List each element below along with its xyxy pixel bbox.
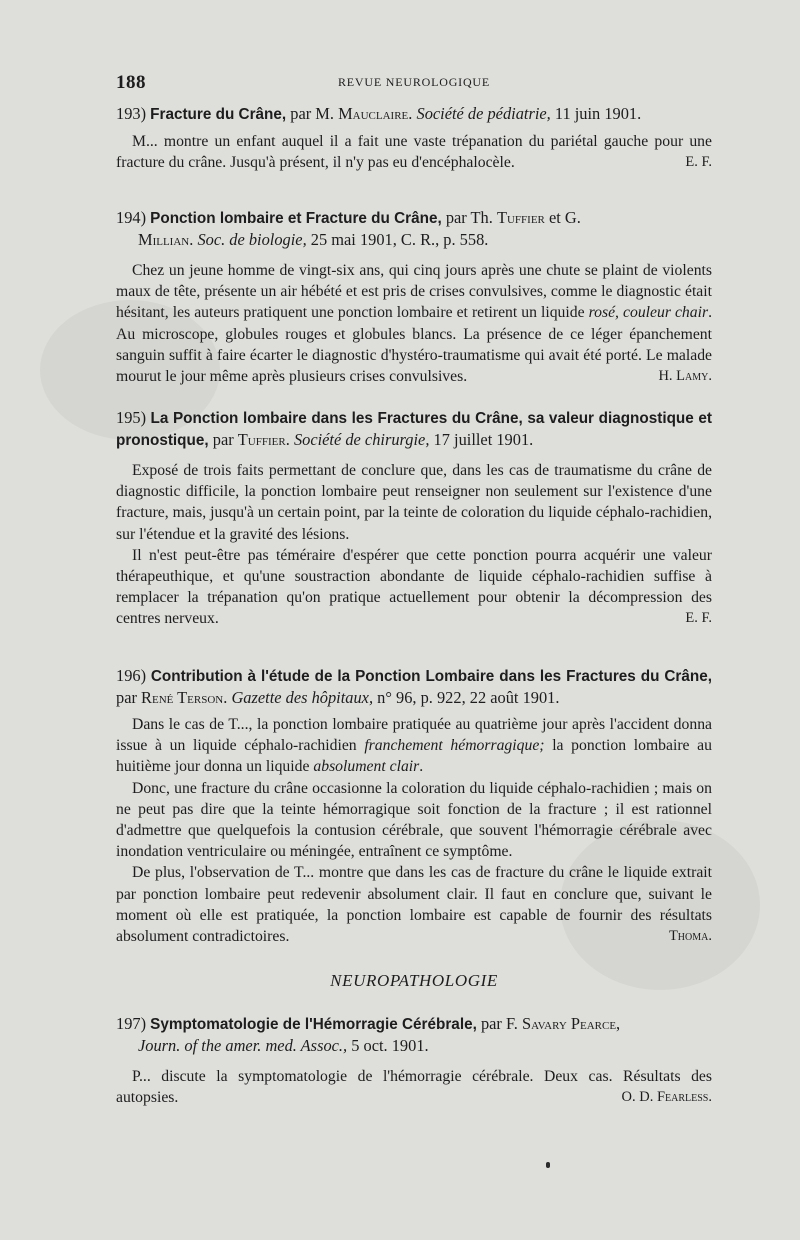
article-number: 197) (116, 1014, 147, 1033)
author-suffix: . (408, 104, 413, 123)
article-heading (116, 665, 712, 708)
page-number: 188 (116, 72, 146, 93)
journal-reference: 25 mai 1901, C. R., p. 558. (310, 230, 489, 249)
italic-text: absolument clair (313, 758, 420, 776)
journal-reference: 11 juin 1901. (554, 104, 642, 123)
author-suffix: . (285, 430, 290, 449)
article-paragraph (116, 714, 712, 778)
paragraph-text: De plus, l'observation de T... montre que dans les cas de fracture du crâne le liquide extrait par ponction lombaire peut redevenir absolument clair. Il faut en conclure que, suivant le moment où elle est pratiquée, la ponction lombaire est capable de fournir des résultats absolument contradictoires. (116, 864, 712, 946)
article-number: 195) (116, 408, 147, 427)
article-paragraph (116, 862, 712, 947)
journal-name: Société de pédiatrie, (416, 104, 551, 123)
article-number: 196) (116, 666, 147, 685)
article-195 (116, 407, 712, 630)
article-196 (116, 665, 712, 947)
article-193 (116, 103, 712, 173)
section-heading: NEUROPATHOLOGIE (330, 971, 498, 990)
reviewer-signature: O. D. Fearless. (621, 1089, 712, 1106)
article-title: Contribution à l'étude de la Ponction Lombaire dans les Fractures du Crâne, (150, 668, 712, 685)
journal-reference: 5 oct. 1901. (351, 1036, 429, 1055)
article-197 (116, 1013, 712, 1108)
author-name: Millian (138, 230, 190, 249)
italic-text: rosé, couleur chair (588, 304, 709, 322)
author-prefix: par M. (290, 104, 334, 123)
reviewer-signature: E. F. (685, 610, 712, 627)
reviewer-signature: Thoma. (668, 928, 712, 945)
paragraph-text: Il n'est peut-être pas téméraire d'espérer que cette ponction pourra acquérir une valeur thérapeuthique, et qu'une soustraction abondante de liquide céphalo-rachidien suffise à remplacer la trépanation qu'on pratique actuellement pour obtenir la décompression des centres nerveux. (116, 546, 712, 628)
article-number: 194) (116, 208, 147, 227)
paragraph-text: Donc, une fracture du crâne occasionne la coloration du liquide céphalo-rachidien ; mais on ne peut pas dire que la teinte hémorragique soit fonction de la fracture ; il est rationnel d'admettre que quelquefois la contusion cérébrale, que souvent l'hémorragie cérébrale avec inondation ventriculaire ou méningée, entraînent ce symptôme. (116, 779, 712, 861)
article-paragraph (116, 460, 712, 545)
running-head: REVUE NEUROLOGIQUE (337, 75, 491, 89)
paragraph-text: P... discute la symptomatologie de l'hémorragie cérébrale. Deux cas. Résultats des autopsies. (116, 1068, 712, 1107)
author-suffix: . (223, 688, 228, 707)
reviewer-signature: H. Lamy. (658, 368, 712, 385)
author-connector: et G. (544, 208, 581, 227)
paragraph-text: Dans le cas de T..., la ponction lombaire pratiquée au quatrième jour après l'accident donna issue à un liquide céphalo-rachidien (116, 716, 712, 755)
article-title: La Ponction lombaire dans les Fractures du Crâne, sa valeur diagnostique et pronostique, (116, 410, 712, 449)
article-heading (116, 103, 712, 125)
ink-speck (546, 1162, 550, 1168)
author-prefix: par Th. (445, 208, 493, 227)
journal-name: Société de chirurgie, (293, 430, 430, 449)
article-paragraph (116, 545, 712, 630)
author-name: Tuffier (496, 208, 545, 227)
author-prefix: par F. (480, 1014, 518, 1033)
page-header (116, 72, 712, 94)
article-194 (116, 207, 712, 387)
author-name: Savary Pearce (521, 1014, 617, 1033)
article-heading (116, 1013, 712, 1056)
journal-name: Journ. of the amer. med. Assoc., (138, 1036, 348, 1055)
paragraph-text: Exposé de trois faits permettant de conclure que, dans les cas de traumatisme du crâne de diagnostic difficile, la ponction lombaire peut renseigner non seulement sur l'existence d'une fracture, mais, jusqu'à un certain point, par la teinte de coloration du liquide céphalo-rachidien, sur l'étendue et la gravité des lésions. (116, 462, 712, 543)
author-name: Tuffier (237, 430, 286, 449)
author-prefix: par (212, 430, 234, 449)
article-paragraph (116, 131, 712, 173)
journal-reference: n° 96, p. 922, 22 août 1901. (377, 688, 560, 707)
paragraph-text: Chez un jeune homme de vingt-six ans, qui cinq jours après une chute se plaint de violents maux de tête, présente un air hébété et est pris de crises convulsives, comme le diagnostic était hésitant, les auteurs pratiquent une ponction lombaire et retirent un liquide (116, 262, 712, 322)
author-name: Mauclaire (338, 104, 409, 123)
article-heading (116, 407, 712, 451)
article-title: Ponction lombaire et Fracture du Crâne, (150, 210, 442, 227)
journal-name: Gazette des hôpitaux, (231, 688, 374, 707)
article-paragraph (116, 260, 712, 387)
article-paragraph (116, 1066, 712, 1108)
author-suffix: , (616, 1014, 621, 1033)
journal-name: Soc. de biologie, (197, 230, 307, 249)
paragraph-text: la ponction lombaire au huitième jour donna un liquide (116, 737, 712, 776)
paragraph-text: M... montre un enfant auquel il a fait une vaste trépanation du pariétal gauche pour une fracture du crâne. Jusqu'à présent, il n'y pas eu d'encéphalocèle. (116, 133, 712, 172)
paragraph-text: . Au microscope, globules rouges et globules blancs. La présence de ce léger épanchement sanguin suffit à faire écarter le diagnostic d'hystéro-traumatisme qui avait été porté. Le malade mourut le jour même après plusieurs crises convulsives. (116, 304, 713, 386)
author-name: René Terson (141, 688, 224, 707)
paragraph-text: . (419, 758, 424, 776)
article-paragraph (116, 778, 712, 863)
article-title: Symptomatologie de l'Hémorragie Cérébrale, (150, 1016, 477, 1033)
article-heading: 194) Ponction lombaire et Fracture du Crâne, par Th. Tuffier et G. Millian. Soc. de biologie, 25 mai 1901, C. R., p. 558. (116, 208, 581, 249)
article-number: 193) (116, 104, 147, 123)
author-prefix: par (116, 688, 137, 707)
article-title: Fracture du Crâne, (150, 106, 287, 123)
journal-reference: 17 juillet 1901. (433, 430, 534, 449)
italic-text: franchement hémorragique; (364, 737, 545, 755)
reviewer-signature: E. F. (685, 154, 712, 171)
